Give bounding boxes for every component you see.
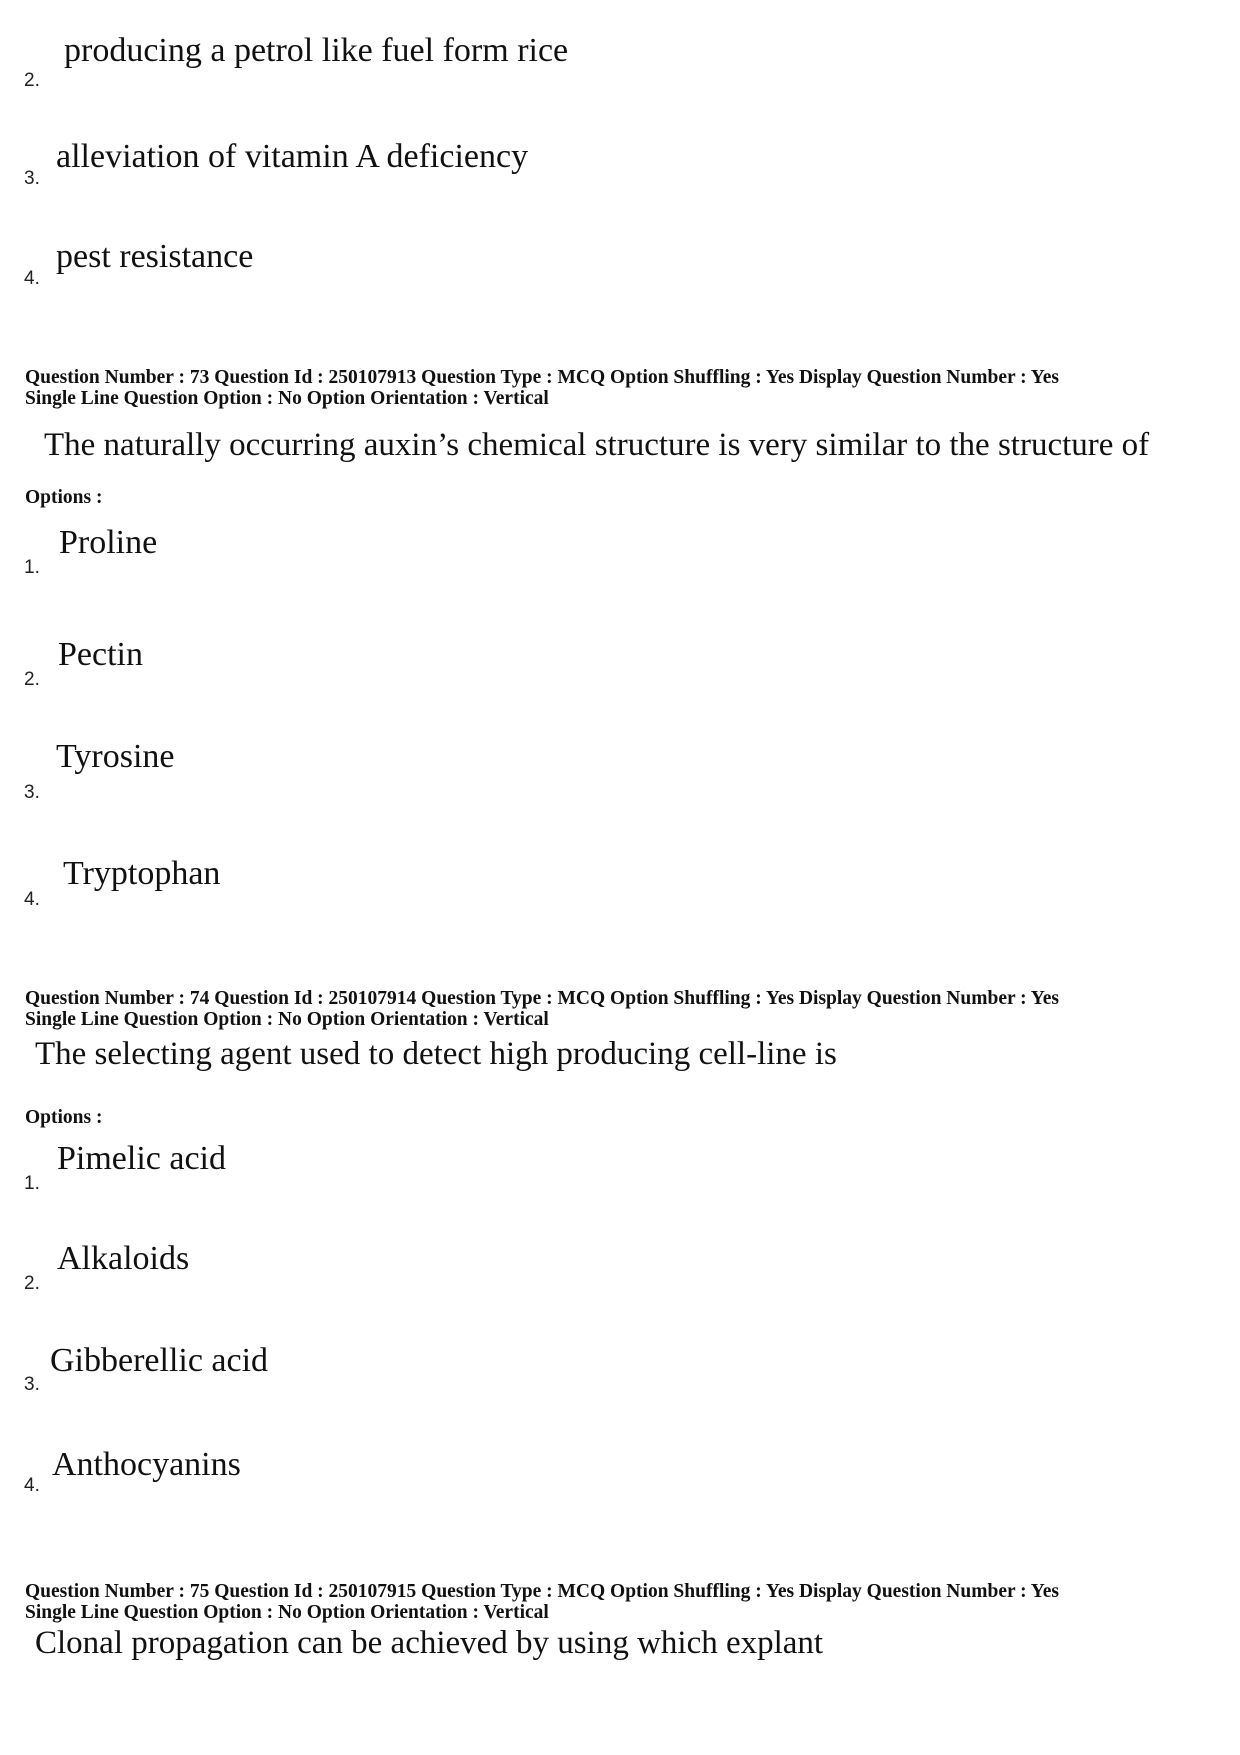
option-number: 4. [24,889,40,910]
option-text: producing a petrol like fuel form rice [64,32,569,69]
question-meta: Question Number : 74 Question Id : 250107914 Question Type : MCQ Option Shuffling : Yes Display Question Number : Yes [25,988,1059,1009]
option-text: Anthocyanins [52,1446,241,1483]
option-text: Pectin [58,636,143,673]
option-number: 4. [24,268,40,289]
question-meta: Single Line Question Option : No Option Orientation : Vertical [25,1009,549,1030]
question-meta: Single Line Question Option : No Option Orientation : Vertical [25,1602,549,1623]
question-meta: Question Number : 75 Question Id : 250107915 Question Type : MCQ Option Shuffling : Yes Display Question Number : Yes [25,1581,1059,1602]
question-text: Clonal propagation can be achieved by using which explant [35,1625,824,1661]
option-number: 4. [24,1475,40,1496]
option-number: 3. [24,1374,40,1395]
option-number: 2. [24,70,40,91]
option-number: 3. [24,782,40,803]
option-text: Gibberellic acid [50,1342,269,1379]
option-text: Alkaloids [57,1240,190,1277]
option-text: Pimelic acid [57,1140,227,1177]
option-text: Tyrosine [56,738,175,775]
option-text: Proline [59,524,158,561]
option-number: 2. [24,1273,40,1294]
question-text: The naturally occurring auxin’s chemical structure is very similar to the structure of [44,427,1150,463]
question-meta: Question Number : 73 Question Id : 250107913 Question Type : MCQ Option Shuffling : Yes Display Question Number : Yes [25,367,1059,388]
question-meta: Single Line Question Option : No Option Orientation : Vertical [25,388,549,409]
options-label: Options : [25,1107,103,1128]
option-number: 3. [24,168,40,189]
question-text: The selecting agent used to detect high producing cell-line is [35,1036,837,1072]
option-number: 2. [24,669,40,690]
option-text: alleviation of vitamin A deficiency [56,138,529,175]
option-number: 1. [24,557,40,578]
options-label: Options : [25,487,103,508]
option-number: 1. [24,1173,40,1194]
option-text: pest resistance [56,238,254,275]
option-text: Tryptophan [63,855,221,892]
